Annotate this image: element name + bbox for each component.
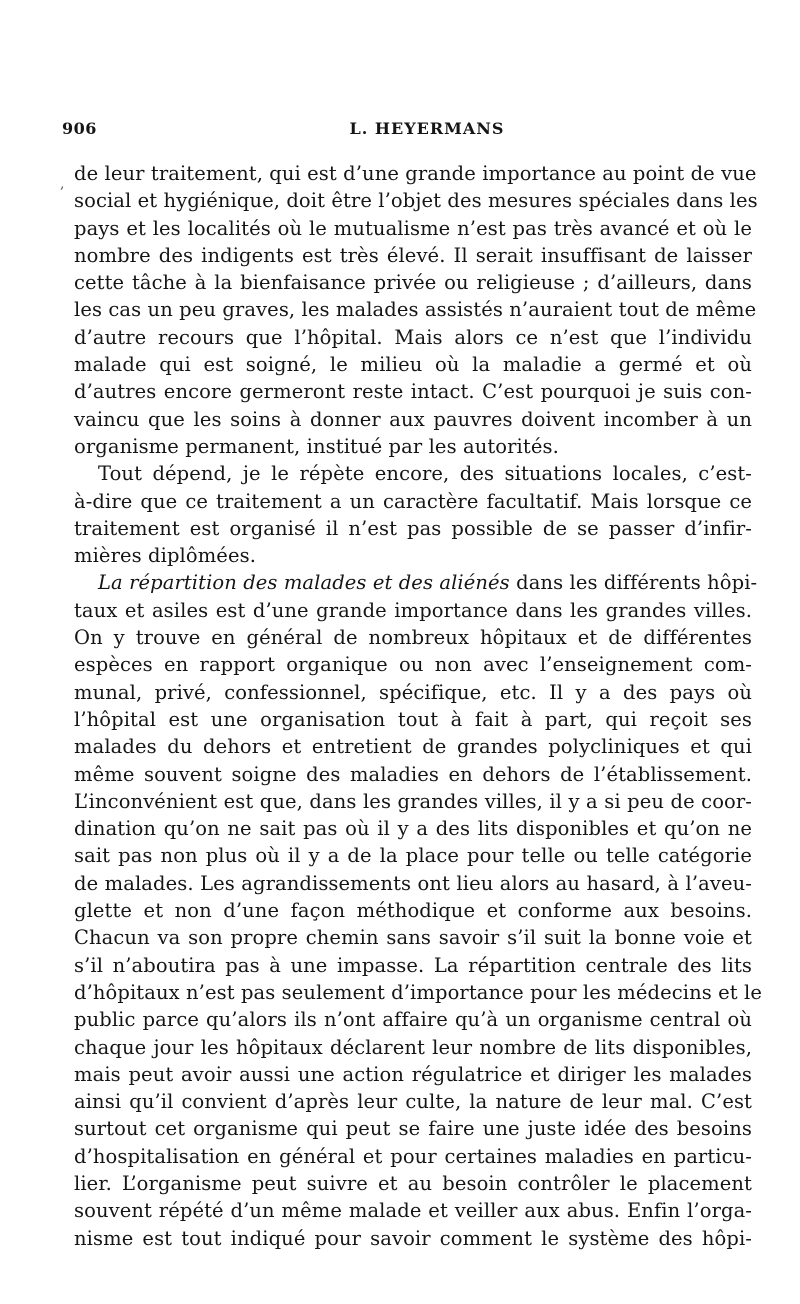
- running-head: L. HEYERMANS: [349, 119, 505, 138]
- text-line: l’hôpital est une organisation tout à fait à part, qui reçoit ses: [74, 707, 752, 731]
- text-line: On y trouve en général de nombreux hôpitaux et de différentes: [74, 626, 752, 650]
- text-line: les cas un peu graves, les malades assistés n’auraient tout de même: [74, 298, 757, 322]
- italic-heading-phrase: La répartition des malades et des aliénés: [98, 571, 510, 595]
- text-line: ainsi qu’il convient d’après leur culte, la nature de leur mal. C’est: [74, 1090, 752, 1114]
- text-line: souvent répété d’un même malade et veiller aux abus. Enfin l’orga-: [74, 1199, 752, 1223]
- text-line: d’autres encore germeront reste intact. C’est pourquoi je suis con-: [74, 380, 752, 404]
- text-line: espèces en rapport organique ou non avec l’enseignement com-: [74, 653, 752, 677]
- text-line: nisme est tout indiqué pour savoir comment le système des hôpi-: [74, 1226, 752, 1250]
- text-line: glette et non d’une façon méthodique et conforme aux besoins.: [74, 899, 752, 923]
- text-line: social et hygiénique, doit être l’objet des mesures spéciales dans les: [74, 189, 758, 213]
- text-line: malades du dehors et entretient de grandes polycliniques et qui: [74, 735, 752, 759]
- text-line: de malades. Les agrandissements ont lieu alors au hasard, à l’aveu-: [74, 871, 752, 895]
- text-line: d’autre recours que l’hôpital. Mais alors ce n’est que l’individu: [74, 325, 752, 349]
- text-line: organisme permanent, institué par les autorités.: [74, 434, 559, 458]
- text-line: s’il n’aboutira pas à une impasse. La répartition centrale des lits: [74, 953, 752, 977]
- text-line: L’inconvénient est que, dans les grandes villes, il y a si peu de coor-: [74, 789, 752, 813]
- text-line: Tout dépend, je le répète encore, des situations locales, c’est-: [98, 462, 752, 486]
- margin-mark: ,: [60, 176, 65, 192]
- body-text: [74, 160, 763, 1252]
- text-line-continuation: dans les différents hôpi-: [516, 571, 758, 595]
- text-line-with-italic-lead: [74, 569, 758, 596]
- text-line: traitement est organisé il n’est pas possible de se passer d’infir-: [74, 516, 752, 540]
- text-line: malade qui est soigné, le milieu où la maladie a germé et où: [74, 353, 752, 377]
- text-line: mières diplômées.: [74, 544, 256, 568]
- text-line: sait pas non plus où il y a de la place pour telle ou telle catégorie: [74, 844, 752, 868]
- text-line: mais peut avoir aussi une action régulatrice et diriger les malades: [74, 1062, 752, 1086]
- text-line: pays et les localités où le mutualisme n’est pas très avancé et où le: [74, 216, 752, 240]
- page-number: 906: [62, 119, 97, 138]
- text-line: taux et asiles est d’une grande importance dans les grandes villes.: [74, 598, 752, 622]
- text-line: munal, privé, confessionnel, spécifique, etc. Il y a des pays où: [74, 680, 752, 704]
- text-line: d’hôpitaux n’est pas seulement d’importance pour les médecins et le: [74, 980, 763, 1004]
- text-line: chaque jour les hôpitaux déclarent leur nombre de lits disponibles,: [74, 1035, 752, 1059]
- text-line: lier. L’organisme peut suivre et au besoin contrôler le placement: [74, 1171, 752, 1195]
- text-line: dination qu’on ne sait pas où il y a des lits disponibles et qu’on ne: [74, 817, 752, 841]
- text-line: surtout cet organisme qui peut se faire une juste idée des besoins: [74, 1117, 752, 1141]
- page-header: [62, 119, 722, 143]
- text-line: d’hospitalisation en général et pour certaines maladies en particu-: [74, 1144, 752, 1168]
- text-line: nombre des indigents est très élevé. Il serait insuffisant de laisser: [74, 243, 752, 267]
- text-line: vaincu que les soins à donner aux pauvres doivent incomber à un: [74, 407, 752, 431]
- text-line: à-dire que ce traitement a un caractère facultatif. Mais lorsque ce: [74, 489, 752, 513]
- text-line: même souvent soigne des maladies en dehors de l’établissement.: [74, 762, 752, 786]
- text-line: public parce qu’alors ils n’ont affaire qu’à un organisme central où: [74, 1008, 752, 1032]
- text-line: cette tâche à la bienfaisance privée ou religieuse ; d’ailleurs, dans: [74, 271, 752, 295]
- text-line: de leur traitement, qui est d’une grande importance au point de vue: [74, 162, 757, 185]
- text-line: Chacun va son propre chemin sans savoir s’il suit la bonne voie et: [74, 926, 752, 950]
